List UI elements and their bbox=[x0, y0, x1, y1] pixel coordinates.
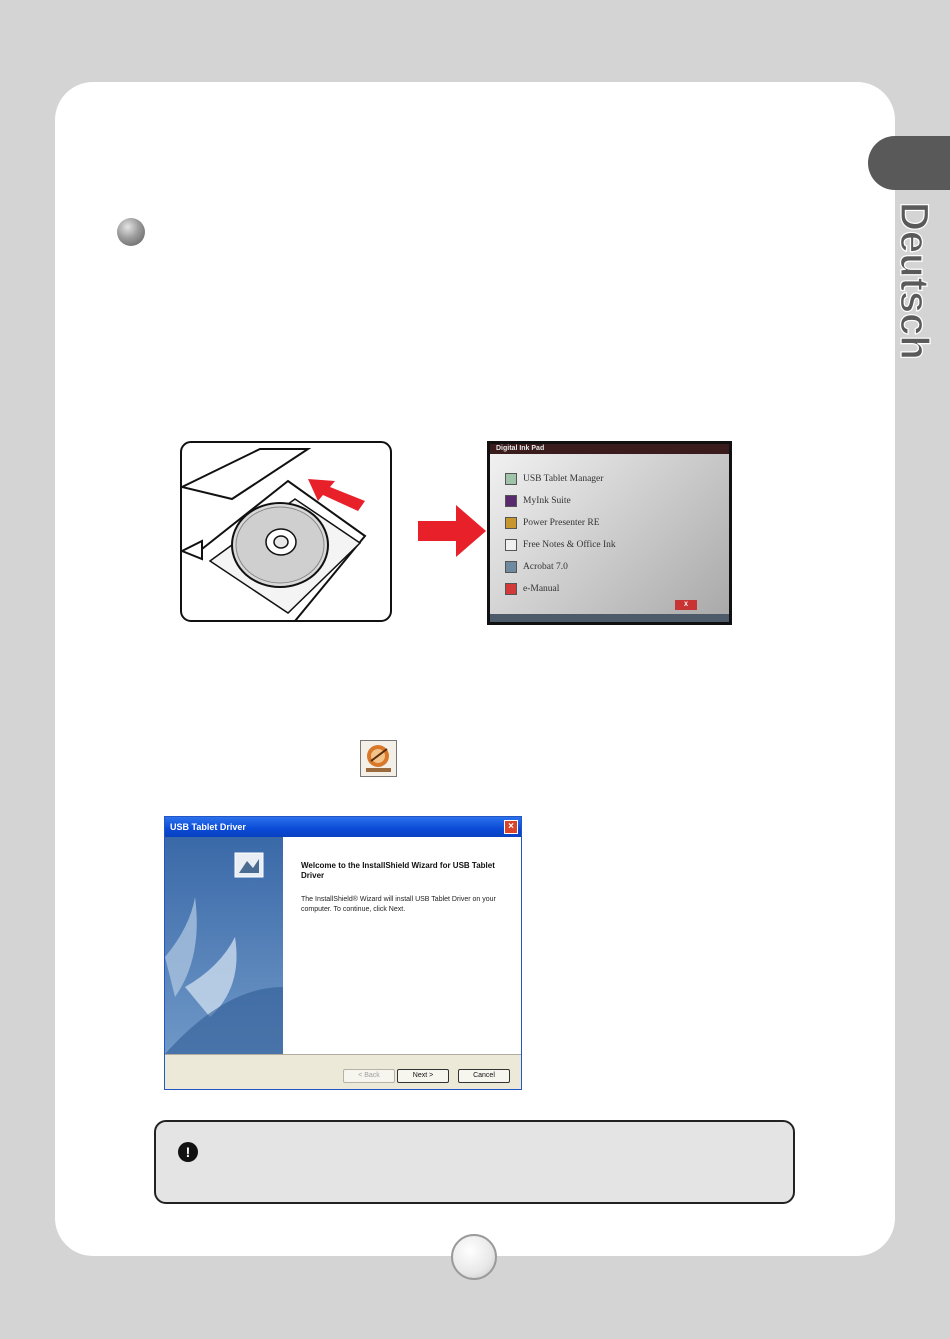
menu-item-label: MyInk Suite bbox=[523, 496, 571, 506]
menu-item-myink-suite[interactable] bbox=[505, 490, 616, 512]
back-button[interactable]: < Back bbox=[343, 1069, 395, 1083]
menu-item-label: e-Manual bbox=[523, 584, 560, 594]
menu-footer-bar bbox=[490, 614, 729, 622]
close-icon[interactable]: × bbox=[504, 820, 518, 834]
setup-icon[interactable] bbox=[360, 740, 397, 777]
cd-drive-illustration bbox=[180, 441, 392, 622]
menu-item-label: USB Tablet Manager bbox=[523, 474, 604, 484]
menu-item-usb-tablet-manager[interactable] bbox=[505, 468, 616, 490]
menu-exit-button[interactable]: X bbox=[675, 600, 697, 610]
language-tab bbox=[868, 136, 950, 190]
cancel-button[interactable]: Cancel bbox=[458, 1069, 510, 1083]
warning-icon: ! bbox=[178, 1142, 198, 1162]
next-button[interactable]: Next > bbox=[397, 1069, 449, 1083]
cd-menu-window bbox=[487, 441, 732, 625]
menu-item-label: Free Notes & Office Ink bbox=[523, 540, 616, 550]
pdf-icon bbox=[505, 583, 517, 595]
page-number-circle bbox=[451, 1234, 497, 1280]
menu-item-e-manual[interactable] bbox=[505, 578, 616, 600]
menu-item-free-notes[interactable] bbox=[505, 534, 616, 556]
wizard-heading: Welcome to the InstallShield Wizard for USB Tablet Driver bbox=[301, 861, 495, 880]
section-bullet bbox=[117, 218, 145, 246]
arrow-right-icon bbox=[418, 505, 486, 557]
wizard-content bbox=[283, 837, 521, 1054]
cd-menu-list bbox=[505, 468, 616, 600]
menu-item-label: Acrobat 7.0 bbox=[523, 562, 568, 572]
menu-item-power-presenter[interactable] bbox=[505, 512, 616, 534]
menu-item-label: Power Presenter RE bbox=[523, 518, 600, 528]
menu-item-acrobat[interactable] bbox=[505, 556, 616, 578]
tablet-manager-icon bbox=[505, 473, 517, 485]
setup-app-icon bbox=[361, 741, 396, 776]
presenter-icon bbox=[505, 517, 517, 529]
note-box bbox=[154, 1120, 795, 1204]
cd-menu-body bbox=[490, 454, 729, 622]
myink-icon bbox=[505, 495, 517, 507]
language-label bbox=[887, 200, 945, 360]
wizard-side-panel bbox=[165, 837, 283, 1054]
wizard-body-text: The InstallShield® Wizard will install USB Tablet Driver on your computer. To continue, click Next. bbox=[301, 896, 496, 913]
svg-text:Deutsch: Deutsch bbox=[892, 202, 936, 360]
wizard-side-graphic bbox=[165, 837, 283, 1054]
cd-menu-title: Digital Ink Pad bbox=[490, 444, 729, 454]
wizard-footer bbox=[165, 1054, 521, 1090]
wizard-titlebar bbox=[165, 817, 521, 837]
wizard-title: USB Tablet Driver bbox=[170, 822, 246, 832]
acrobat-icon bbox=[505, 561, 517, 573]
notes-icon bbox=[505, 539, 517, 551]
install-wizard-window bbox=[164, 816, 522, 1090]
